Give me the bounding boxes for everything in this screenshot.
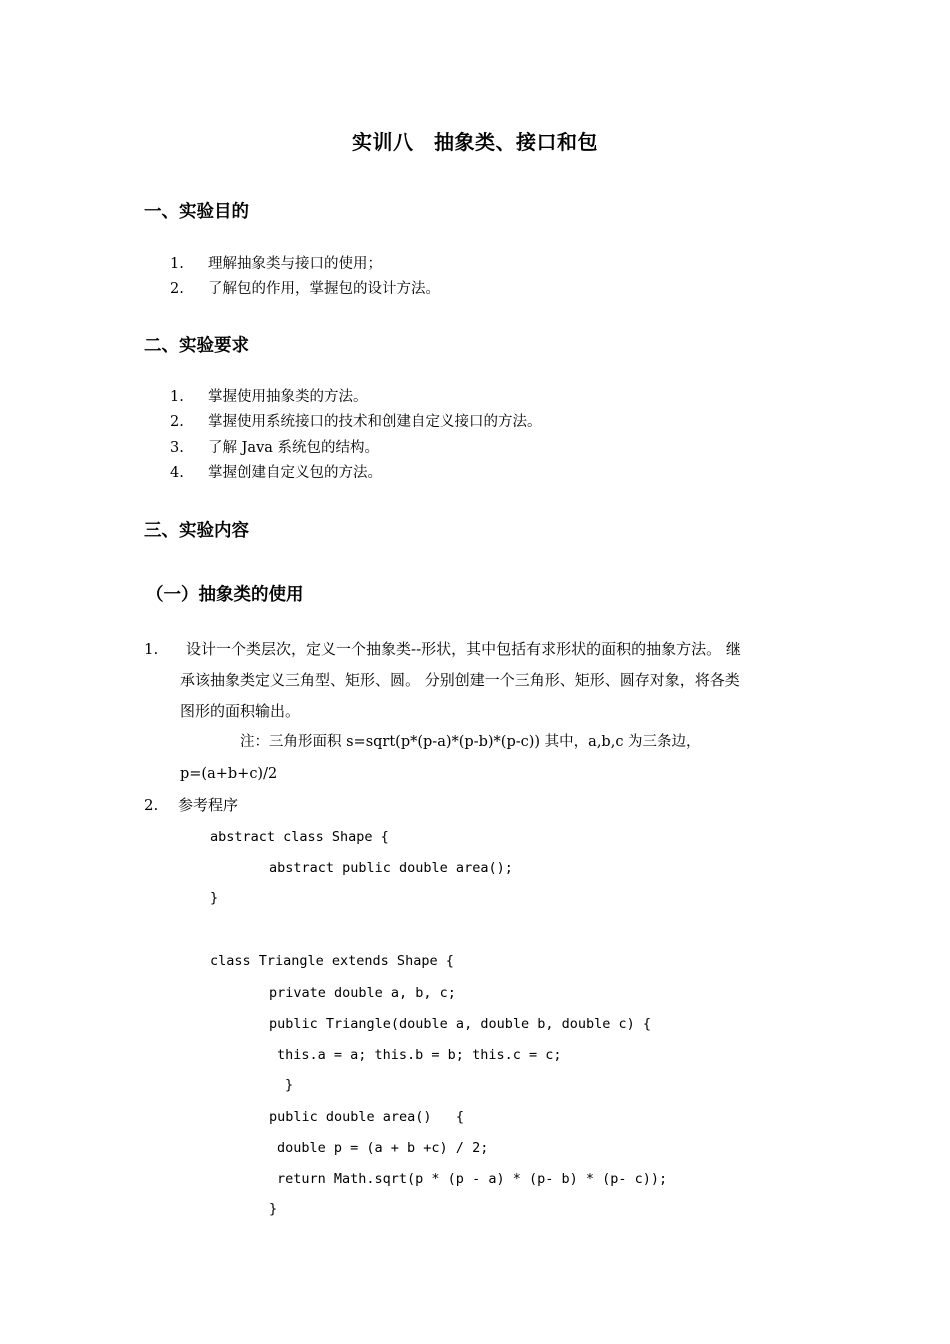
list-item <box>170 278 440 300</box>
list-item <box>170 386 368 408</box>
list-item-text: 掌握使用抽象类的方法。 <box>208 389 368 405</box>
section-heading-content: 三、实验内容 <box>144 521 249 541</box>
section-heading-purpose: 一、实验目的 <box>144 202 249 222</box>
list-item-number: 1. <box>170 256 184 272</box>
list-item <box>170 411 542 433</box>
task-note-line-2: p=(a+b+c)/2 <box>180 766 278 782</box>
code-line: abstract class Shape { <box>210 829 389 845</box>
list-item-text: 了解 Java 系统包的结构。 <box>208 440 380 456</box>
task-text-line-1: 设计一个类层次，定义一个抽象类--形状，其中包括有求形状的面积的抽象方法。 继 <box>186 640 741 658</box>
task-note-line-1: 注：三角形面积 s=sqrt(p*(p-a)*(p-b)*(p-c)) 其中，a,b,c 为三条边， <box>240 734 701 750</box>
code-line: } <box>210 890 219 906</box>
code-line: class Triangle extends Shape { <box>210 953 454 969</box>
code-line: abstract public double area(); <box>269 860 513 876</box>
list-item-text: 理解抽象类与接口的使用； <box>208 256 382 272</box>
list-item <box>170 437 379 459</box>
list-item-text: 了解包的作用，掌握包的设计方法。 <box>208 281 440 297</box>
page-title: 实训八 抽象类、接口和包 <box>352 130 598 154</box>
list-item <box>170 462 382 484</box>
code-line: this.a = a; this.b = b; this.c = c; <box>277 1047 562 1063</box>
ref-number: 2. <box>144 796 159 814</box>
code-line: public double area() { <box>269 1109 465 1125</box>
list-item-text: 掌握使用系统接口的技术和创建自定义接口的方法。 <box>208 414 542 430</box>
list-item-number: 2. <box>170 281 184 297</box>
task-text-line-2: 承该抽象类定义三角型、矩形、圆。 分别创建一个三角形、矩形、圆存对象，将各类 <box>180 671 740 689</box>
section-heading-requirements: 二、实验要求 <box>144 336 249 356</box>
code-line: double p = (a + b +c) / 2; <box>277 1140 489 1156</box>
code-line: return Math.sqrt(p * (p - a) * (p- b) * (p- c)); <box>277 1171 668 1187</box>
code-line: private double a, b, c; <box>269 985 456 1001</box>
list-item-number: 4. <box>170 465 184 481</box>
list-item <box>170 253 382 275</box>
list-item-number: 3. <box>170 440 184 456</box>
task-text-line-3: 图形的面积输出。 <box>180 702 301 720</box>
list-item-number: 2. <box>170 414 184 430</box>
task-number: 1. <box>144 640 159 658</box>
list-item-number: 1. <box>170 389 184 405</box>
subsection-heading: （一）抽象类的使用 <box>146 585 304 605</box>
code-line: } <box>285 1077 294 1093</box>
code-line: } <box>269 1201 278 1217</box>
ref-label: 参考程序 <box>178 796 239 814</box>
code-line: public Triangle(double a, double b, double c) { <box>269 1016 652 1032</box>
list-item-text: 掌握创建自定义包的方法。 <box>208 465 382 481</box>
